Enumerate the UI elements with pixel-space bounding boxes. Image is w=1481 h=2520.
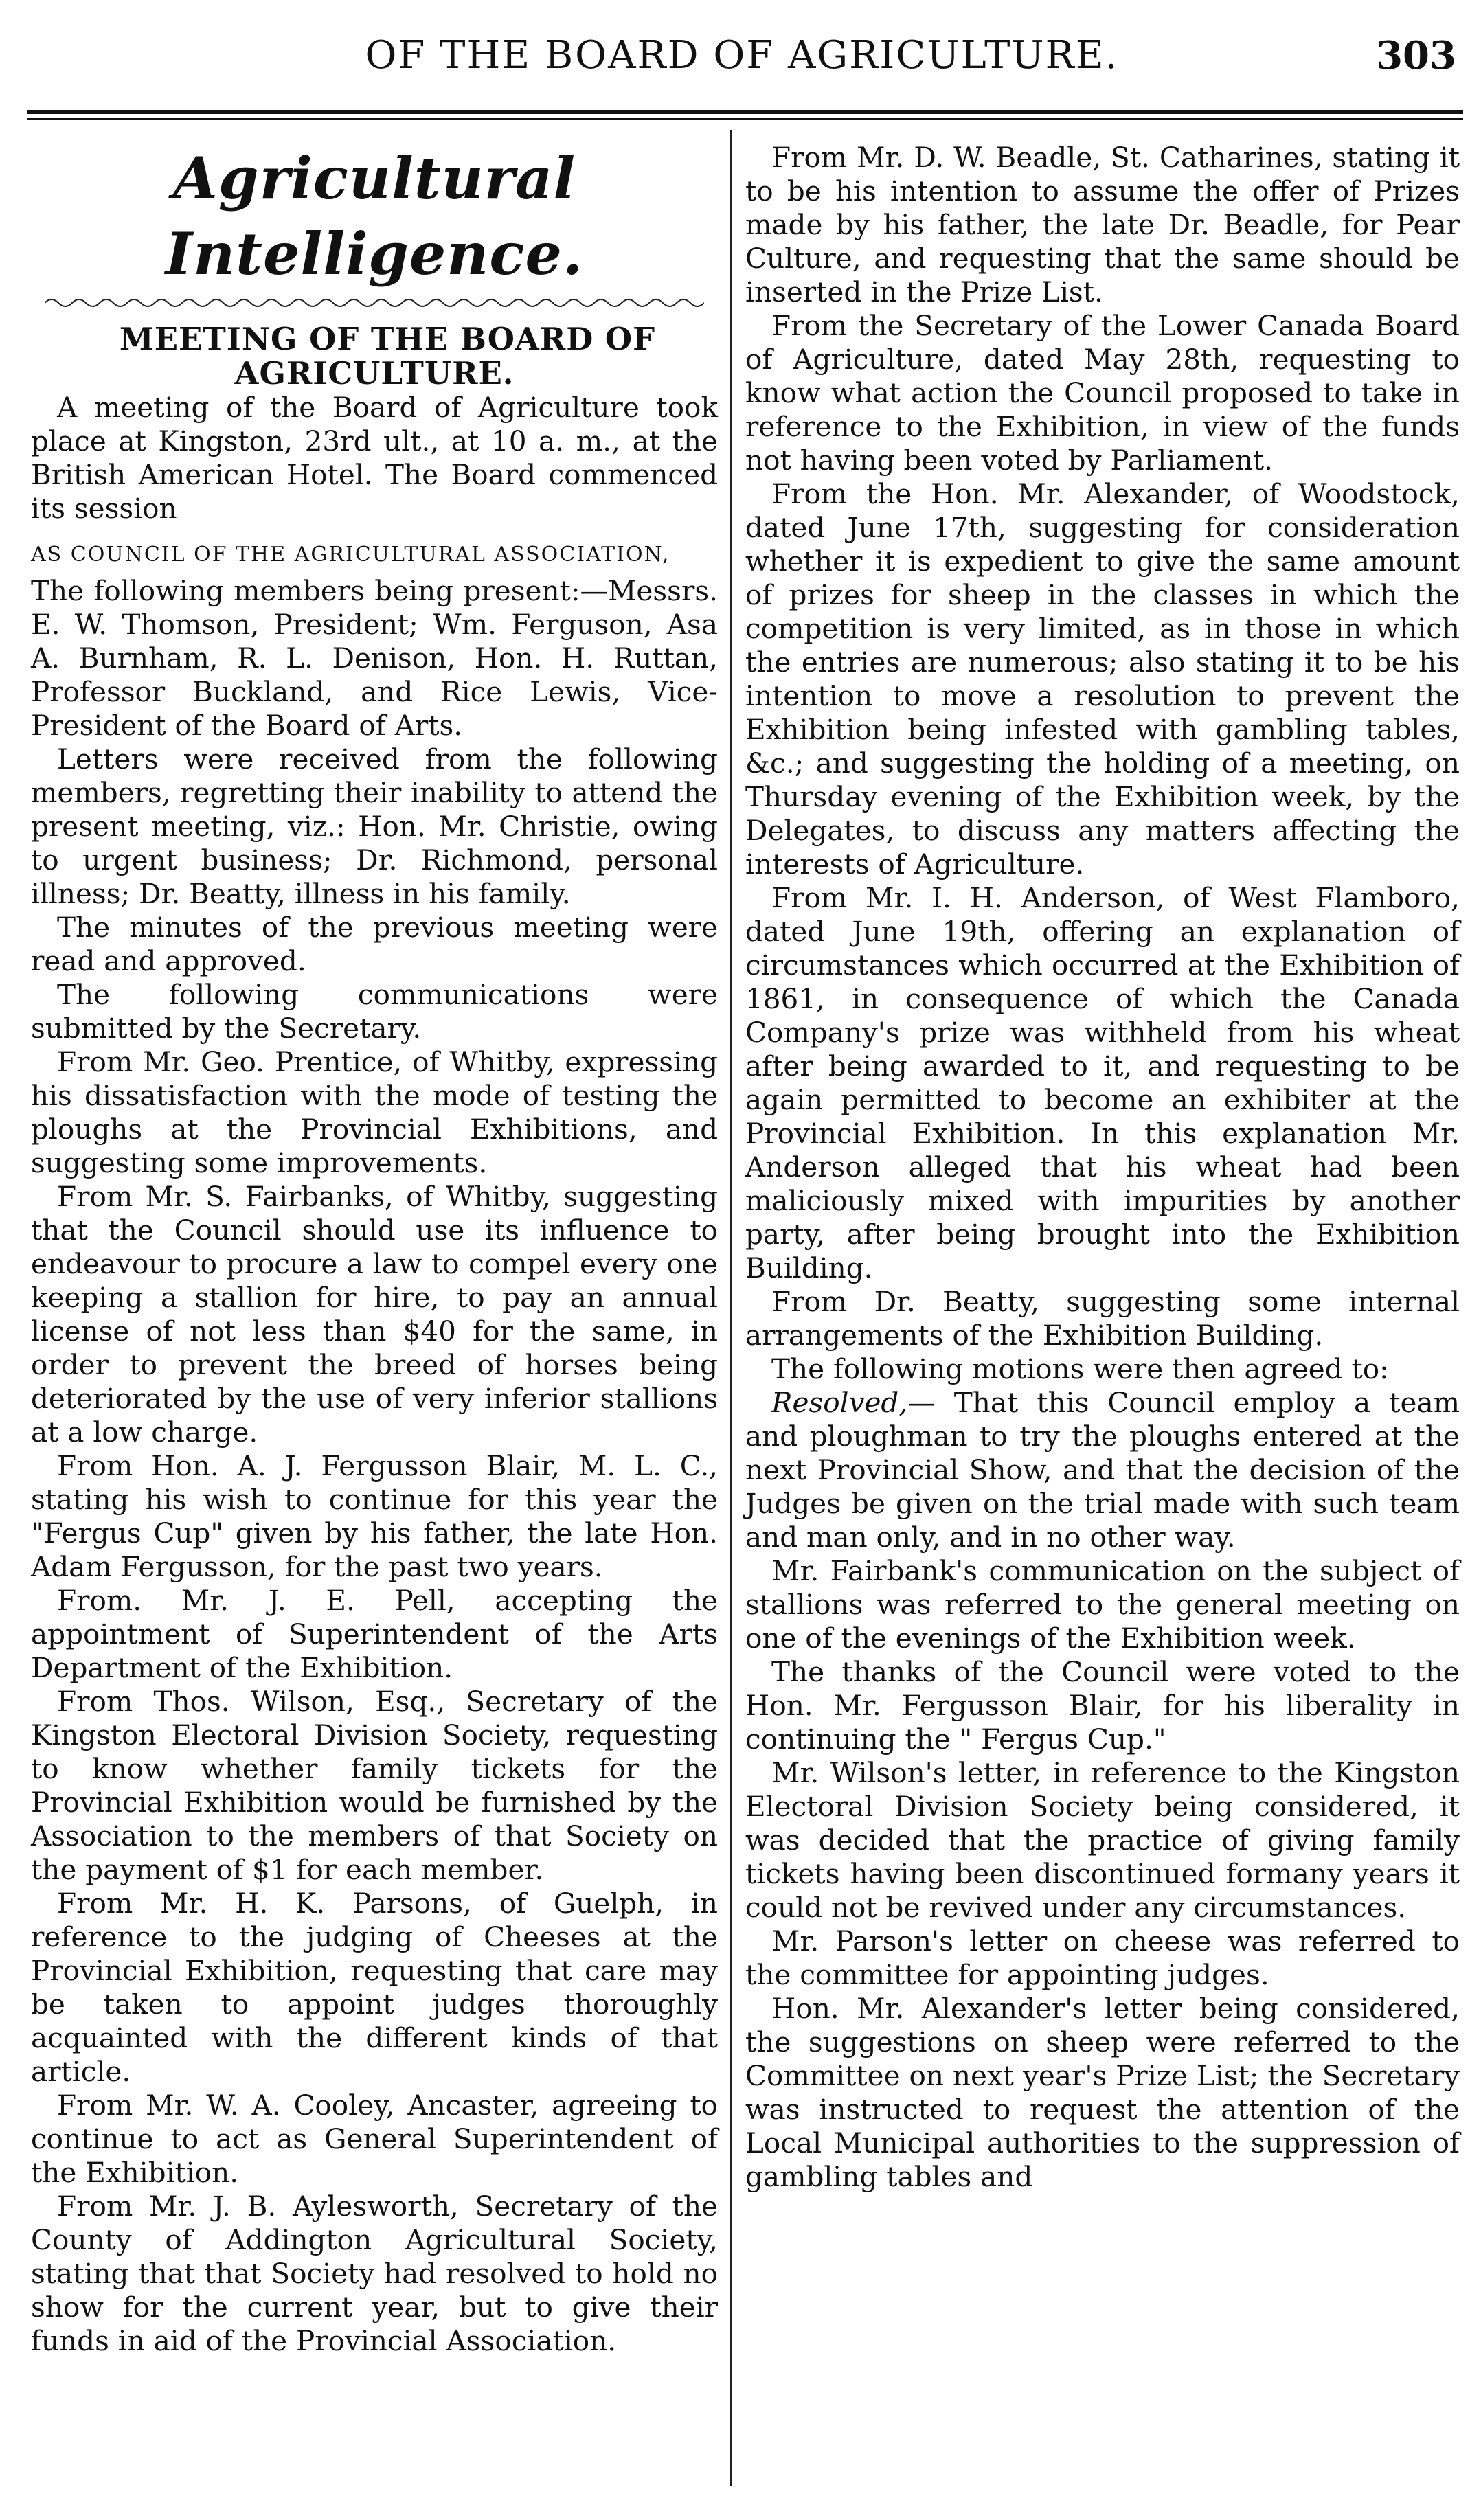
paragraph: The following members being present:—Messrs. E. W. Thomson, President; Wm. Ferguson, Asa A. Burnham, R. L. Denison, Hon. H. Ruttan, Professor Buckland, and Rice Lewis, Vice-President of the Board of Arts. bbox=[31, 574, 718, 742]
paragraph: From Mr. H. K. Parsons, of Guelph, in reference to the judging of Cheeses at the Provincial Exhibition, requesting that care may be taken to appoint judges thoroughly acquainted with the different kinds of that article. bbox=[31, 1887, 718, 2088]
paragraph: From Mr. J. B. Aylesworth, Secretary of the County of Addington Agricultural Society, stating that that Society had resolved to hold no show for the current year, but to give their funds in aid of the Provincial Association. bbox=[31, 2190, 718, 2357]
paragraph: From Dr. Beatty, suggesting some internal arrangements of the Exhibition Building. bbox=[745, 1285, 1460, 1352]
paragraph: From. Mr. J. E. Pell, accepting the appointment of Superintendent of the Arts Department of the Exhibition. bbox=[31, 1584, 718, 1684]
session-line: AS COUNCIL OF THE AGRICULTURAL ASSOCIATION, bbox=[31, 543, 670, 567]
paragraph: Hon. Mr. Alexander's letter being considered, the suggestions on sheep were referred to the Committee on next year's Prize List; the Secretary was instructed to request the attention of the Local Municipal authorities to the suppression of gambling tables and bbox=[745, 1992, 1460, 2193]
paragraph: The following communications were submitted by the Secretary. bbox=[31, 978, 718, 1045]
paragraph: From Hon. A. J. Fergusson Blair, M. L. C., stating his wish to continue for this year the "Fergus Cup" given by his father, the late Hon. Adam Fergusson, for the past two years. bbox=[31, 1449, 718, 1583]
left-column bbox=[31, 141, 718, 2358]
running-header bbox=[27, 21, 1456, 103]
section-masthead: Agricultural Intelligence. bbox=[165, 144, 584, 288]
paragraph: Letters were received from the following members, regretting their inability to attend the present meeting, viz.: Hon. Mr. Christie, owing to urgent business; Dr. Richmond, personal illness; Dr. Beatty, illness in his family. bbox=[31, 742, 718, 910]
header-rule bbox=[27, 110, 1463, 120]
paragraph: From Thos. Wilson, Esq., Secretary of the Kingston Electoral Division Society, requesting to know whether family tickets for the Provincial Exhibition would be furnished by the Association to the members of that Society on the payment of $1 for each member. bbox=[31, 1685, 718, 1886]
column-divider bbox=[730, 130, 732, 2486]
paragraph: From Mr. W. A. Cooley, Ancaster, agreeing to continue to act as General Superintendent of the Exhibition. bbox=[31, 2089, 718, 2189]
right-column bbox=[745, 141, 1460, 2194]
paragraph: From Mr. I. H. Anderson, of West Flamboro, dated June 19th, offering an explanation of circumstances which occurred at the Exhibition of 1861, in consequence of which the Canada Company's prize was withheld from his wheat after being awarded to it, and requesting to be again permitted to become an exhibiter at the Provincial Exhibition. In this explanation Mr. Anderson alleged that his wheat had been maliciously mixed with impurities by another party, after being brought into the Exhibition Building. bbox=[745, 881, 1460, 1284]
paragraph: The minutes of the previous meeting were read and approved. bbox=[31, 911, 718, 977]
paragraph: From the Hon. Mr. Alexander, of Woodstock, dated June 17th, suggesting for consideration whether it is expedient to give the same amount of prizes for sheep in the classes in which the competition is very limited, as in those in which the entries are numerous; also stating it to be his intention to move a resolution to prevent the Exhibition being infested with gambling tables, &c.; and suggesting the holding of a meeting, on Thursday evening of the Exhibition week, by the Delegates, to discuss any matters affecting the interests of Agriculture. bbox=[745, 477, 1460, 881]
paragraph: From Mr. Geo. Prentice, of Whitby, expressing his dissatisfaction with the mode of testing the ploughs at the Provincial Exhibitions, and suggesting some improvements. bbox=[31, 1045, 718, 1179]
paragraph: From Mr. S. Fairbanks, of Whitby, suggesting that the Council should use its influence to endeavour to procure a law to compel every one keeping a stallion for hire, to pay an annual license of not less than $40 for the same, in order to prevent the breed of horses being deteriorated by the use of very inferior stallions at a low charge. bbox=[31, 1180, 718, 1449]
paragraph: The following motions were then agreed to: bbox=[771, 1352, 1389, 1385]
paragraph: The thanks of the Council were voted to the Hon. Mr. Fergusson Blair, for his liberality in continuing the " Fergus Cup." bbox=[745, 1655, 1460, 1756]
page-number: 303 bbox=[1376, 33, 1456, 78]
paragraph: A meeting of the Board of Agriculture took place at Kingston, 23rd ult., at 10 a. m., at the British American Hotel. The Board commenced its session bbox=[31, 391, 718, 525]
article-headline: MEETING OF THE BOARD OF AGRICULTURE. bbox=[119, 321, 656, 391]
resolved-label: Resolved, bbox=[771, 1386, 908, 1419]
paragraph: Mr. Wilson's letter, in reference to the Kingston Electoral Division Society being considered, it was decided that the practice of giving family tickets having been discontinued formany years it could not be revived under any circumstances. bbox=[745, 1756, 1460, 1924]
resolution-paragraph bbox=[745, 1386, 1460, 1554]
resolution-text: — That this Council employ a team and ploughman to try the ploughs entered at the next Provincial Show, and that the decision of the Judges be given on the trial made with such team and man only, and in no other way. bbox=[745, 1386, 1460, 1554]
paragraph: From Mr. D. W. Beadle, St. Catharines, stating it to be his intention to assume the offer of Prizes made by his father, the late Dr. Beadle, for Pear Culture, and requesting that the same should be inserted in the Prize List. bbox=[745, 141, 1460, 308]
paragraph: Mr. Fairbank's communication on the subject of stallions was referred to the general meeting on one of the evenings of the Exhibition week. bbox=[745, 1554, 1460, 1655]
running-title: OF THE BOARD OF AGRICULTURE. bbox=[365, 33, 1119, 78]
wavy-divider bbox=[45, 296, 704, 310]
paragraph: Mr. Parson's letter on cheese was referred to the committee for appointing judges. bbox=[745, 1925, 1460, 1991]
paragraph: From the Secretary of the Lower Canada Board of Agriculture, dated May 28th, requesting to know what action the Council proposed to take in reference to the Exhibition, in view of the funds not having been voted by Parliament. bbox=[745, 309, 1460, 477]
